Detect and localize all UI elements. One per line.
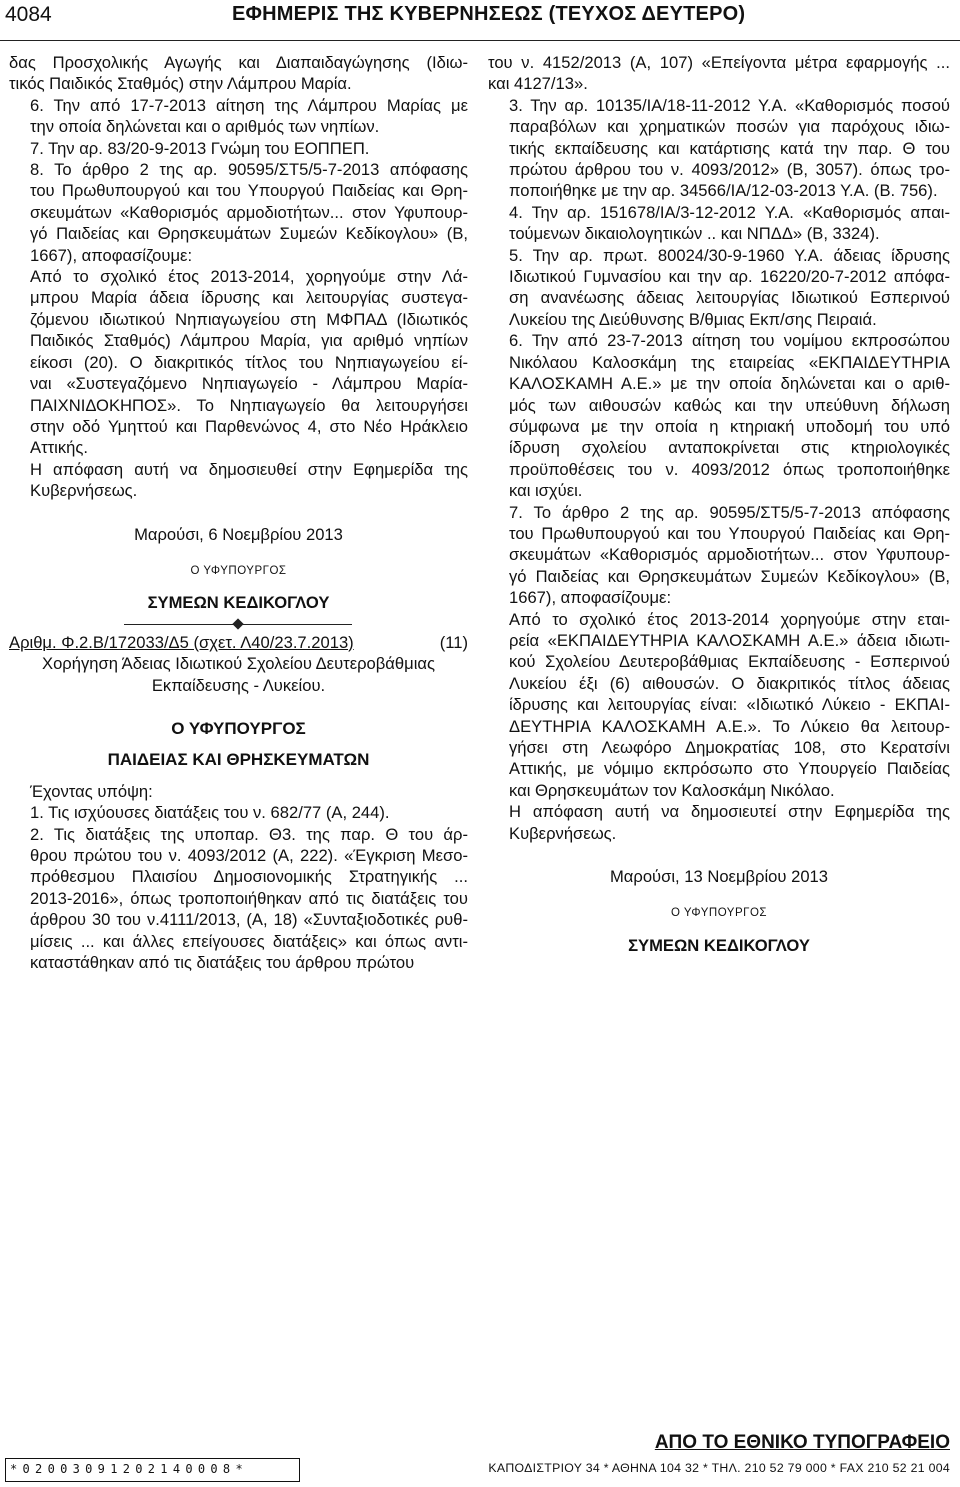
text-line: άρθρου 30 του ν.4111/2013, (Α, 18) «Συνταξιοδοτικές ρυθ- xyxy=(30,910,468,930)
decision-reference xyxy=(9,632,468,653)
paragraph-item-1 xyxy=(9,802,468,823)
page-number: 4084 xyxy=(5,3,52,26)
text-line: Έχοντας υπόψη: xyxy=(30,781,153,801)
reference-number: (11) xyxy=(439,632,468,652)
text-line: ΚΑΛΟΣΚΑΜΗ Α.Ε.» με την οποία δηλώνεται και ο αριθ- xyxy=(509,374,950,394)
text-line: την οποία δηλώνεται και ο αριθμός των νηπίων. xyxy=(30,117,380,137)
text-line: του Πρωθυπουργού και του Υπουργού Παιδείας και Θρη- xyxy=(30,181,468,201)
decision-title xyxy=(9,653,468,696)
text-line: 2. Τις διατάξεις της υποπαρ. Θ3. της παρ. Θ του άρ- xyxy=(30,824,468,844)
signer-title: Ο ΥΦΥΠΟΥΡΓΟΣ xyxy=(670,907,768,920)
text-line: κού Σχολείου Δευτεροβάθμιας Εκπαίδευσης - Εσπερινού xyxy=(509,652,950,672)
page-header xyxy=(0,0,960,41)
text-line: ΠΑΙΧΝΙΔΟΚΗΠΟΣ». Το Νηπιαγωγείο θα λειτουργήσει xyxy=(30,395,468,415)
text-line: Ιδιωτικού Γυμνασίου και την αρ. 16220/20-7-2012 απόφα- xyxy=(509,267,950,287)
paragraph-item-8 xyxy=(9,159,468,266)
text-line: 5. Την αρ. πρωτ. 80024/30-9-1960 Υ.Α. άδειας ίδρυσης xyxy=(509,245,950,265)
paragraph-item-4 xyxy=(488,202,950,245)
text-line: καταστάθηκαν από τις διατάξεις του άρθρου πρώτου xyxy=(30,953,415,973)
paragraph-decision xyxy=(488,609,950,802)
text-line: 1. Τις ισχύουσες διατάξεις του ν. 682/77 (Α, 244). xyxy=(30,803,390,823)
text-line: τούμενων δικαιολογητικών .. και ΝΠΔΔ» (Β, 3324). xyxy=(509,224,880,244)
text-line: γό Παιδείας και Θρησκευμάτων Συμεών Κεδίκογλου» (Β, xyxy=(30,224,468,244)
text-line: τικής εκπαίδευσης και κατάρτισης κατά την παρ. Θ του xyxy=(509,138,950,158)
reference-code: Αριθμ. Φ.2.Β/172033/Δ5 (σχετ. Λ40/23.7.2013) xyxy=(9,632,354,652)
text-line: Χορήγηση Άδειας Ιδιωτικού Σχολείου Δευτεροβάθμιας xyxy=(42,654,435,674)
paragraph-item-6 xyxy=(488,330,950,501)
text-line: τικός Παιδικός Σταθμός) στην Λάμπρου Μαρία. xyxy=(9,74,352,94)
text-line: γήσει στη Λεωφόρο Δημοκρατίας 108, στο Κερατσίνι xyxy=(509,738,950,757)
paragraph-item-6 xyxy=(9,95,468,138)
text-line: Αττικής, με νόμιμο εκπρόσωπο στο Υπουργείο Παιδείας xyxy=(509,759,950,779)
text-line: θρου πρώτου του ν. 4093/2012 (Α, 222). «Έγκριση Μεσο- xyxy=(30,846,468,865)
signer-name: ΣΥΜΕΩΝ ΚΕΔΙΚΟΓΛΟΥ xyxy=(147,593,330,613)
text-line: 1667), αποφασίζουμε: xyxy=(30,245,193,265)
text-line: Αττικής. xyxy=(30,438,88,458)
text-line: παραβόλων και χρηματικών ποσών για παρόχους ιδιω- xyxy=(509,117,950,137)
text-line: πρόθεσμου Πλαισίου Δημοσιονομικής Στρατηγικής ... xyxy=(30,867,468,887)
text-line: Λυκείου της Διεύθυνσης Β/θμιας Εκπ/σης Πειραιά. xyxy=(509,309,877,329)
printer-title: ΑΠΟ ΤΟ ΕΘΝΙΚΟ ΤΥΠΟΓΡΑΦΕΙΟ xyxy=(654,1432,950,1453)
paragraph-item-5 xyxy=(488,245,950,331)
text-line: Η απόφαση αυτή να δημοσιευτεί στην Εφημερίδα της xyxy=(509,802,950,822)
text-line: γό Παιδείας και Θρησκευμάτων Συμεών Κεδίκογλου» (Β, xyxy=(509,566,950,586)
text-line: και Θρησκευμάτων τον Καλοσκάμη Νικόλαο. xyxy=(509,780,835,800)
text-line: σκευμάτων «Καθορισμός αρμοδιοτήτων... στον Υφυπουρ- xyxy=(509,545,950,565)
printer-address: ΚΑΠΟΔΙΣΤΡΙΟΥ 34 * ΑΘΗΝΑ 104 32 * ΤΗΛ. 210 52 79 000 * FAX 210 52 21 004 xyxy=(488,1461,950,1475)
paragraph-item-7 xyxy=(488,502,950,609)
text-line: ΔΕΥΤΗΡΙΑ ΚΑΛΟΣΚΑΜΗ Α.Ε.». Το Λύκειο θα λειτουρ- xyxy=(509,716,950,736)
text-line: 7. Την αρ. 83/20-9-2013 Γνώμη του ΕΟΠΠΕΠ. xyxy=(30,138,370,158)
text-line: ίδρυση σχολείου ανταποκρίνεται στις κτηριολογικές xyxy=(509,438,950,458)
section-separator xyxy=(9,618,468,632)
text-line: 4. Την αρ. 151678/ΙΑ/3-12-2012 Υ.Α. «Καθορισμός απαι- xyxy=(509,202,950,222)
text-line: ποποιήθηκε με την αρ. 34566/ΙΑ/12-03-2013 Υ.Α. (Β. 756). xyxy=(509,181,938,201)
place-date: Μαρούσι, 6 Νοεμβρίου 2013 xyxy=(134,524,343,544)
text-line: Εκπαίδευσης - Λυκείου. xyxy=(151,675,326,695)
heading-ministry: ΠΑΙΔΕΙΑΣ ΚΑΙ ΘΡΗΣΚΕΥΜΑΤΩΝ xyxy=(107,750,370,770)
gazette-title: ΕΦΗΜΕΡΙΣ ΤΗΣ ΚΥΒΕΡΝΗΣΕΩΣ (ΤΕΥΧΟΣ ΔΕΥΤΕΡΟ) xyxy=(232,3,746,25)
paragraph-publication xyxy=(9,459,468,502)
barcode-box: *02003091202140008* xyxy=(5,1458,300,1482)
text-line: 7. Το άρθρο 2 της αρ. 90595/ΣΤ5/5-7-2013 απόφασης xyxy=(509,502,950,522)
text-line: του ν. 4152/2013 (Α, 107) «Επείγοντα μέτρα εφαρμογής ... xyxy=(488,53,950,72)
signer-name: ΣΥΜΕΩΝ ΚΕΔΙΚΟΓΛΟΥ xyxy=(628,935,810,955)
text-line: Από το σχολικό έτος 2013-2014, χορηγούμε στην Λά- xyxy=(30,267,468,287)
text-line: σκευμάτων «Καθορισμός αρμοδιοτήτων... στον Υφυπουρ- xyxy=(30,202,468,222)
left-column xyxy=(9,52,468,973)
text-line: ζόμενου ιδιωτικού Νηπιαγωγείου στη ΜΦΠΑΔ (Ιδιωτικός xyxy=(30,309,468,329)
paragraph-considering xyxy=(9,781,468,802)
text-line: και ισχύει. xyxy=(509,481,583,501)
paragraph-continuation xyxy=(488,52,950,95)
heading-minister: Ο ΥΦΥΠΟΥΡΓΟΣ xyxy=(171,718,306,738)
diamond-icon xyxy=(232,618,243,629)
text-line: ρεία «ΕΚΠΑΙΔΕΥΤΗΡΙΑ ΚΑΛΟΣΚΑΜΗ Α.Ε.» άδεια ιδιωτι- xyxy=(509,630,950,650)
text-line: 3. Την αρ. 10135/ΙΑ/18-11-2012 Υ.Α. «Καθορισμός ποσού xyxy=(509,95,950,115)
paragraph-publication xyxy=(488,801,950,844)
paragraph-continuation xyxy=(9,52,468,95)
text-line: και 4127/13». xyxy=(488,74,588,94)
text-line: ση ανανέωσης άδειας λειτουργίας Ιδιωτικού Εσπερινού xyxy=(509,288,950,308)
text-line: Από το σχολικό έτος 2013-2014 χορηγούμε στην εται- xyxy=(509,609,950,629)
text-line: μίσεις ... και άλλες επείγουσες διατάξεις» και όπως αντι- xyxy=(30,931,468,951)
text-line: δας Προσχολικής Αγωγής και Διαπαιδαγώγησης (Ιδιω- xyxy=(9,53,468,72)
signer-title: Ο ΥΦΥΠΟΥΡΓΟΣ xyxy=(190,564,287,577)
text-line: μπρου Μαρία άδεια ίδρυσης και λειτουργίας συστεγα- xyxy=(30,288,468,308)
paragraph-item-3 xyxy=(488,95,950,202)
text-line: 6. Την από 17-7-2013 αίτηση της Λάμπρου Μαρίας με xyxy=(30,95,468,115)
text-line: στην οδό Υμηττού και Παρθενώνος 4, στο Νέο Ηράκλειο xyxy=(30,416,468,436)
text-line: πρώτου άρθρου του ν. 4093/2012» (Β, 3057). όπως τρο- xyxy=(509,160,950,180)
text-line: ίδρυσης και λειτουργίας είναι: «Ιδιωτικό Λύκειο - ΕΚΠΑΙ- xyxy=(509,695,950,715)
paragraph-item-2 xyxy=(9,824,468,974)
paragraph-item-7 xyxy=(9,138,468,159)
text-line: 8. Το άρθρο 2 της αρ. 90595/ΣΤ5/5-7-2013 απόφασης xyxy=(30,160,468,180)
text-line: Νικόλαου Καλοσκάμη της εταιρείας «ΕΚΠΑΙΔΕΥΤΗΡΙΑ xyxy=(509,352,950,372)
text-line: ναι «Συστεγαζόμενο Νηπιαγωγείο - Λάμπρου Μαρία- xyxy=(30,374,468,394)
text-line: 1667), αποφασίζουμε: xyxy=(509,588,672,608)
place-date: Μαρούσι, 13 Νοεμβρίου 2013 xyxy=(609,867,829,887)
text-line: είκοσι (20). Ο διακριτικός τίτλος του Νηπιαγωγείου εί- xyxy=(30,352,468,372)
text-line: Η απόφαση αυτή να δημοσιευθεί στην Εφημερίδα της xyxy=(30,459,468,479)
text-line: Κυβερνήσεως. xyxy=(509,823,617,843)
text-line: προϋποθέσεις του ν. 4093/2012 όπως τροποποιήθηκε xyxy=(509,459,950,479)
text-line: μός των αιθουσών καθώς και την υπεύθυνη δήλωση xyxy=(509,395,950,415)
paragraph-decision xyxy=(9,266,468,459)
text-line: 2013-2016», όπως τροποποιήθηκαν από τις διατάξεις του xyxy=(30,888,468,908)
text-line: 6. Την από 23-7-2013 αίτηση του νομίμου εκπροσώπου xyxy=(509,331,950,351)
text-line: Κυβερνήσεως. xyxy=(30,481,138,501)
text-line: του Πρωθυπουργού και του Υπουργού Παιδείας και Θρη- xyxy=(509,523,950,543)
text-line: Λυκείου έξι (6) αιθουσών. Ο διακριτικός τίτλος άδειας xyxy=(509,673,950,693)
right-column xyxy=(488,52,950,956)
text-line: Παιδικός Σταθμός) Λάμπρου Μαρία, για αριθμό νηπίων xyxy=(30,331,468,351)
text-line: σύμφωνα με την οποία η κτηριακή υποδομή του υπό xyxy=(509,416,950,436)
